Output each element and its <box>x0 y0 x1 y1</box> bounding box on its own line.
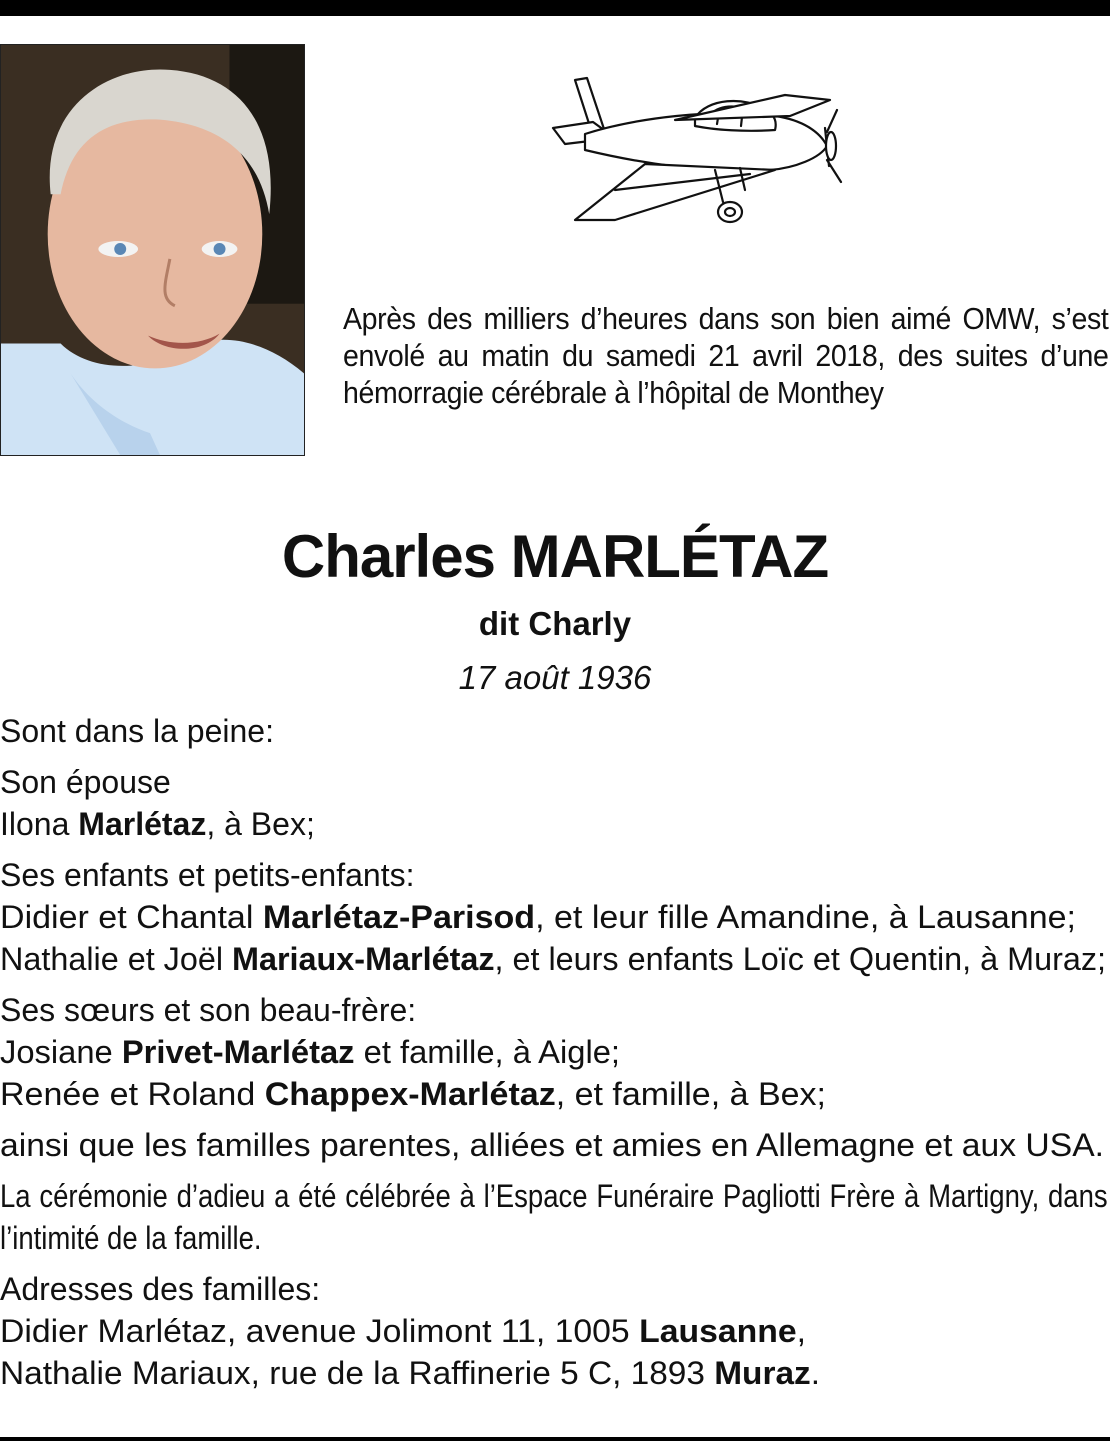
obituary-body <box>0 710 1110 1403</box>
spouse-block <box>0 761 1110 845</box>
spouse-entry: Ilona Marlétaz, à Bex; <box>0 806 315 842</box>
address-entry: Nathalie Mariaux, rue de la Raffinerie 5 C, 1893 Muraz. <box>0 1355 820 1391</box>
deceased-name: Charles MARLÉTAZ <box>281 523 829 590</box>
sibling-entry: Renée et Roland Chappex-Marlétaz, et famille, à Bex; <box>0 1076 826 1112</box>
extended-family: ainsi que les familles parentes, alliées et amies en Allemagne et aux USA. <box>0 1127 1104 1163</box>
sibling-entry: Josiane Privet-Marlétaz et famille, à Aigle; <box>0 1034 620 1070</box>
ceremony-paragraph: La cérémonie d’adieu a été célébrée à l’Espace Funéraire Pagliotti Frère à Martigny, dans l’intimité de la famille. <box>0 1178 1108 1256</box>
portrait-photo <box>0 44 305 456</box>
bottom-rule <box>0 1437 1110 1441</box>
children-entry: Nathalie et Joël Mariaux-Marlétaz, et leurs enfants Loïc et Quentin, à Muraz; <box>0 941 1106 977</box>
siblings-block <box>0 989 1110 1115</box>
children-entry: Didier et Chantal Marlétaz-Parisod, et leur fille Amandine, à Lausanne; <box>0 899 1076 935</box>
spouse-label: Son épouse <box>0 764 171 800</box>
children-block <box>0 854 1110 980</box>
address-entry: Didier Marlétaz, avenue Jolimont 11, 1005 Lausanne, <box>0 1313 806 1349</box>
addresses-block <box>0 1268 1110 1394</box>
intro-paragraph: Après des milliers d’heures dans son bien aimé OMW, s’est envolé au matin du samedi 21 avril 2018, des suites d’une hémorragie cérébrale à l’hôpital de Monthey <box>343 301 1109 410</box>
airplane-illustration <box>545 70 850 235</box>
birth-date: 17 août 1936 <box>458 659 652 696</box>
mourning-heading: Sont dans la peine: <box>0 713 274 749</box>
children-label: Ses enfants et petits-enfants: <box>0 857 415 893</box>
addresses-label: Adresses des familles: <box>0 1271 321 1307</box>
top-rule <box>0 0 1110 16</box>
siblings-label: Ses sœurs et son beau-frère: <box>0 992 417 1028</box>
deceased-nickname: dit Charly <box>478 605 632 642</box>
